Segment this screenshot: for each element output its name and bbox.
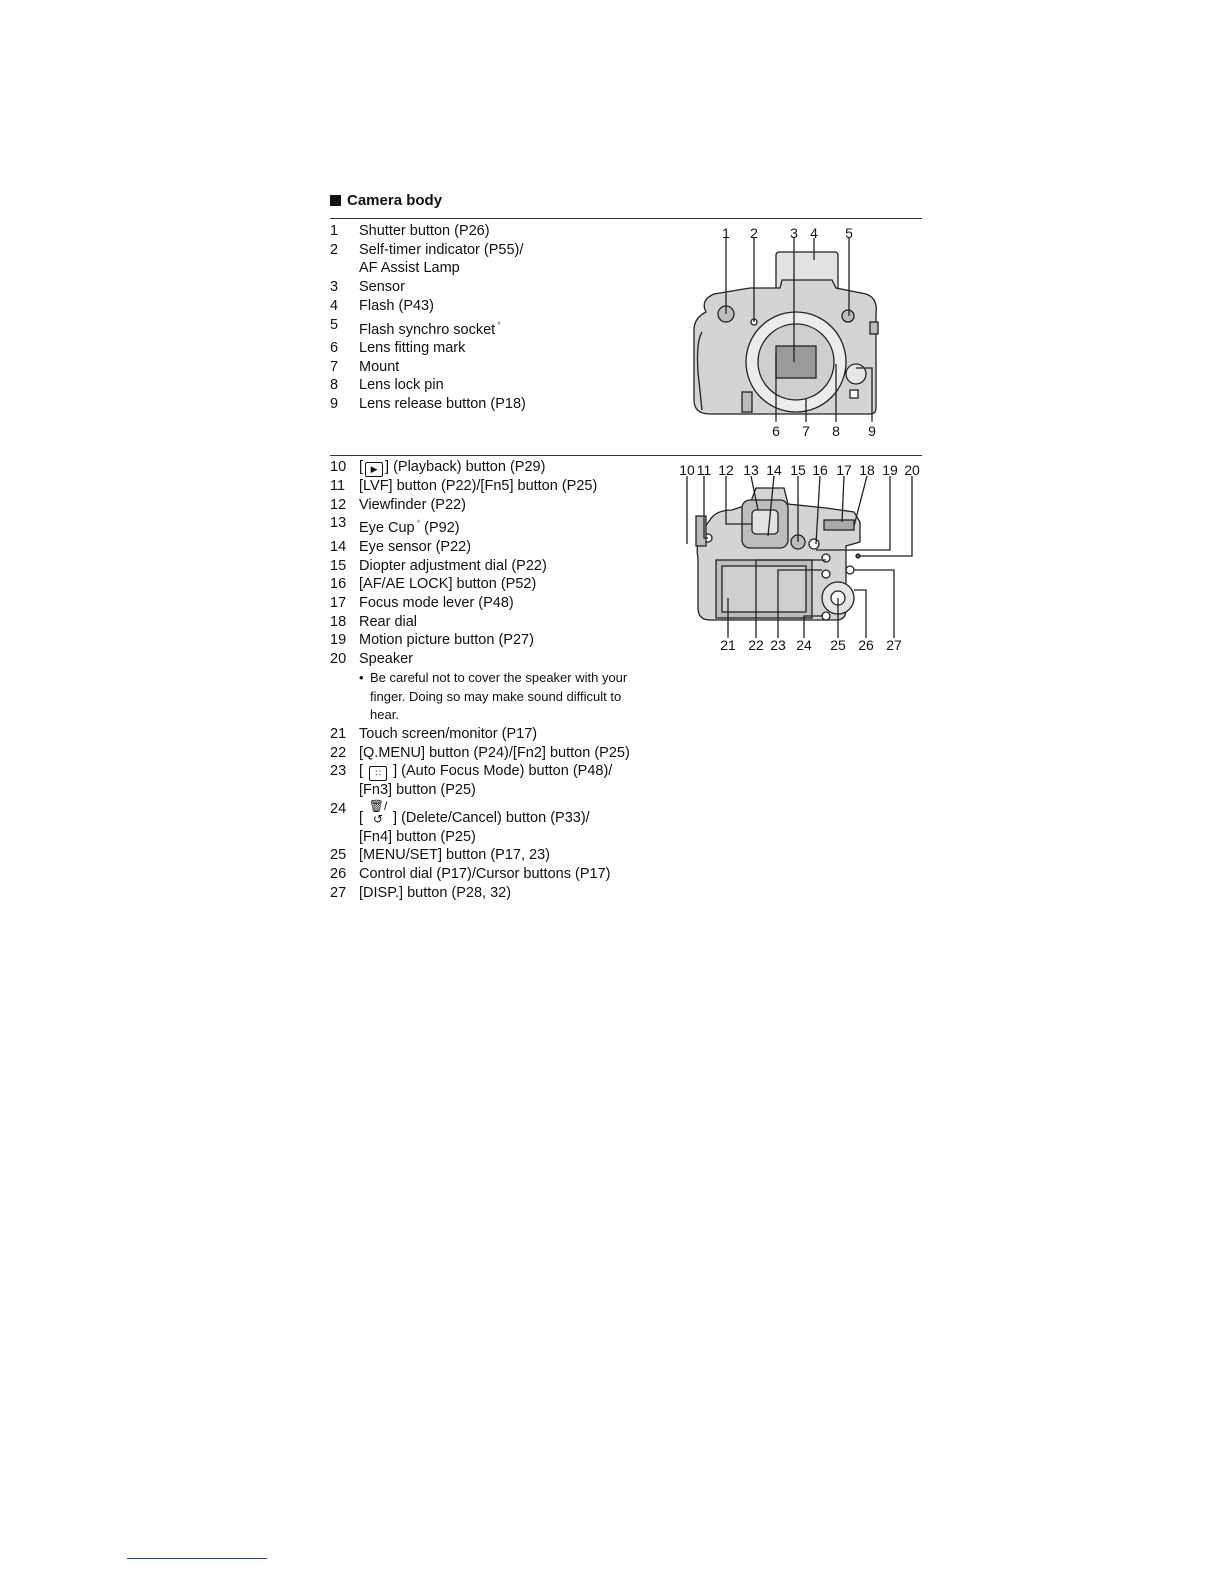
list-item bbox=[330, 884, 670, 903]
callout-number: 1 bbox=[722, 225, 730, 241]
callout-number: 25 bbox=[830, 637, 846, 653]
item-number: 19 bbox=[330, 632, 347, 649]
callout-number: 17 bbox=[836, 462, 852, 478]
front-parts-list bbox=[330, 222, 526, 414]
footnote-mark: * bbox=[416, 518, 421, 529]
callout-number: 26 bbox=[858, 637, 874, 653]
camera-front-illustration bbox=[694, 252, 878, 414]
item-number: 21 bbox=[330, 725, 347, 742]
list-item bbox=[330, 222, 526, 241]
list-item bbox=[330, 800, 670, 846]
list-item bbox=[330, 339, 526, 358]
rear-parts-list bbox=[330, 458, 670, 903]
item-number: 12 bbox=[330, 496, 347, 513]
list-item bbox=[330, 846, 670, 865]
playback-icon: ▶ bbox=[365, 462, 383, 477]
list-item bbox=[330, 278, 526, 297]
callout-number: 24 bbox=[796, 637, 812, 653]
item-number: 8 bbox=[330, 377, 339, 394]
item-number: 7 bbox=[330, 358, 339, 375]
list-item bbox=[330, 477, 670, 496]
callout-number: 4 bbox=[810, 225, 818, 241]
item-label: Rear dial bbox=[359, 613, 418, 630]
callout-number: 5 bbox=[845, 225, 853, 241]
camera-rear-diagram bbox=[676, 460, 924, 656]
callout-number: 22 bbox=[748, 637, 764, 653]
item-number: 11 bbox=[330, 478, 346, 494]
list-note bbox=[359, 669, 649, 725]
callout-number: 13 bbox=[743, 462, 759, 478]
item-label: [Q.MENU] button (P24)/[Fn2] button (P25) bbox=[359, 744, 630, 761]
item-number: 17 bbox=[330, 595, 347, 612]
item-number: 24 bbox=[330, 801, 347, 818]
callout-number: 16 bbox=[812, 462, 828, 478]
footnote-mark: * bbox=[497, 319, 501, 330]
item-number: 9 bbox=[330, 396, 339, 413]
list-item bbox=[330, 376, 526, 395]
list-item bbox=[330, 458, 670, 477]
delete-cancel-icon: 🗑/↺ bbox=[368, 799, 388, 827]
item-label: Lens release button (P18) bbox=[359, 396, 526, 413]
callout-number: 9 bbox=[868, 423, 876, 439]
item-number: 4 bbox=[330, 297, 339, 314]
callout-number: 19 bbox=[882, 462, 898, 478]
item-number: 18 bbox=[330, 613, 347, 630]
item-number: 13 bbox=[330, 515, 347, 532]
item-label: Shutter button (P26) bbox=[359, 223, 490, 239]
callout-number: 14 bbox=[766, 462, 782, 478]
camera-front-diagram bbox=[680, 222, 920, 442]
list-item bbox=[330, 514, 670, 538]
item-label: Flash synchro socket * bbox=[359, 319, 501, 338]
callout-number: 21 bbox=[720, 637, 736, 653]
section-divider bbox=[330, 455, 922, 456]
item-label: Touch screen/monitor (P17) bbox=[359, 725, 538, 742]
item-label: Focus mode lever (P48) bbox=[359, 595, 514, 612]
item-label: [ ▶ ] (Playback) button (P29) bbox=[359, 459, 546, 475]
item-number: 6 bbox=[330, 340, 339, 357]
item-label: Mount bbox=[359, 358, 400, 375]
callout-number: 23 bbox=[770, 637, 786, 653]
item-label: [AF/AE LOCK] button (P52) bbox=[359, 576, 537, 593]
list-item bbox=[330, 594, 670, 613]
list-item bbox=[330, 575, 670, 594]
item-number: 1 bbox=[330, 223, 339, 239]
item-label: [MENU/SET] button (P17, 23) bbox=[359, 847, 550, 864]
item-label: Control dial (P17)/Cursor buttons (P17) bbox=[359, 866, 611, 883]
item-label: Lens fitting mark bbox=[359, 340, 466, 357]
callout-number: 18 bbox=[859, 462, 875, 478]
item-label: Viewfinder (P22) bbox=[359, 496, 466, 513]
list-item bbox=[330, 241, 526, 278]
item-number: 14 bbox=[330, 538, 347, 555]
item-label: [ ∷ ] (Auto Focus Mode) button (P48)/ [Fn3] button (P25) bbox=[359, 763, 613, 799]
section-divider bbox=[330, 218, 922, 219]
list-item bbox=[330, 538, 670, 557]
front-top-callouts bbox=[722, 225, 853, 241]
list-item bbox=[330, 631, 670, 650]
callout-number: 11 bbox=[696, 462, 712, 478]
item-number: 20 bbox=[330, 651, 347, 668]
callout-number: 8 bbox=[832, 423, 840, 439]
callout-number: 6 bbox=[772, 423, 780, 439]
item-label: [LVF] button (P22)/[Fn5] button (P25) bbox=[359, 478, 598, 494]
list-item bbox=[330, 358, 526, 377]
list-item bbox=[330, 395, 526, 414]
item-label: Motion picture button (P27) bbox=[359, 632, 534, 649]
note-text: Be careful not to cover the speaker with your finger. Doing so may make sound difficult to hear. bbox=[370, 669, 628, 723]
callout-number: 15 bbox=[790, 462, 806, 478]
callout-number: 10 bbox=[679, 462, 695, 478]
item-label: [🗑/↺ ] (Delete/Cancel) button (P33)/ [Fn4] button (P25) bbox=[359, 799, 590, 845]
auto-focus-mode-icon: ∷ bbox=[369, 766, 387, 781]
section-title: Camera body bbox=[347, 192, 443, 209]
item-label: Speaker bbox=[359, 651, 414, 668]
item-number: 2 bbox=[330, 241, 339, 258]
item-label: Eye Cup * (P92) bbox=[359, 518, 460, 537]
item-label: Eye sensor (P22) bbox=[359, 538, 472, 555]
list-item bbox=[330, 613, 670, 632]
list-item bbox=[330, 865, 670, 884]
list-item bbox=[330, 316, 526, 340]
item-label: Diopter adjustment dial (P22) bbox=[359, 557, 547, 574]
callout-number: 20 bbox=[904, 462, 920, 478]
item-label: Flash (P43) bbox=[359, 297, 434, 314]
item-number: 27 bbox=[330, 884, 347, 901]
square-bullet-icon bbox=[330, 195, 341, 206]
list-item bbox=[330, 297, 526, 316]
item-number: 10 bbox=[330, 459, 347, 475]
item-label: Self-timer indicator (P55)/ AF Assist Lamp bbox=[359, 241, 524, 277]
item-number: 25 bbox=[330, 847, 347, 864]
rear-bottom-callouts bbox=[720, 637, 902, 653]
item-number: 5 bbox=[330, 316, 339, 333]
callout-number: 3 bbox=[790, 225, 798, 241]
item-label: Sensor bbox=[359, 279, 405, 296]
bullet-icon: • bbox=[359, 669, 364, 685]
callout-number: 2 bbox=[750, 225, 758, 241]
item-number: 22 bbox=[330, 744, 347, 761]
list-item bbox=[330, 557, 670, 576]
callout-number: 12 bbox=[718, 462, 734, 478]
callout-number: 27 bbox=[886, 637, 902, 653]
item-number: 3 bbox=[330, 279, 339, 296]
item-label: [DISP.] button (P28, 32) bbox=[359, 884, 512, 901]
list-item bbox=[330, 744, 670, 763]
list-item bbox=[330, 762, 670, 800]
item-number: 16 bbox=[330, 576, 347, 593]
item-label: Lens lock pin bbox=[359, 377, 444, 394]
item-number: 23 bbox=[330, 763, 347, 780]
footer-rule bbox=[127, 1558, 267, 1559]
callout-number: 7 bbox=[802, 423, 810, 439]
rear-top-callouts bbox=[679, 462, 920, 478]
list-item bbox=[330, 650, 670, 669]
item-number: 15 bbox=[330, 557, 347, 574]
list-item bbox=[330, 725, 670, 744]
section-heading bbox=[330, 192, 442, 209]
item-number: 26 bbox=[330, 866, 347, 883]
list-item bbox=[330, 496, 670, 515]
front-bottom-callouts bbox=[772, 423, 876, 439]
